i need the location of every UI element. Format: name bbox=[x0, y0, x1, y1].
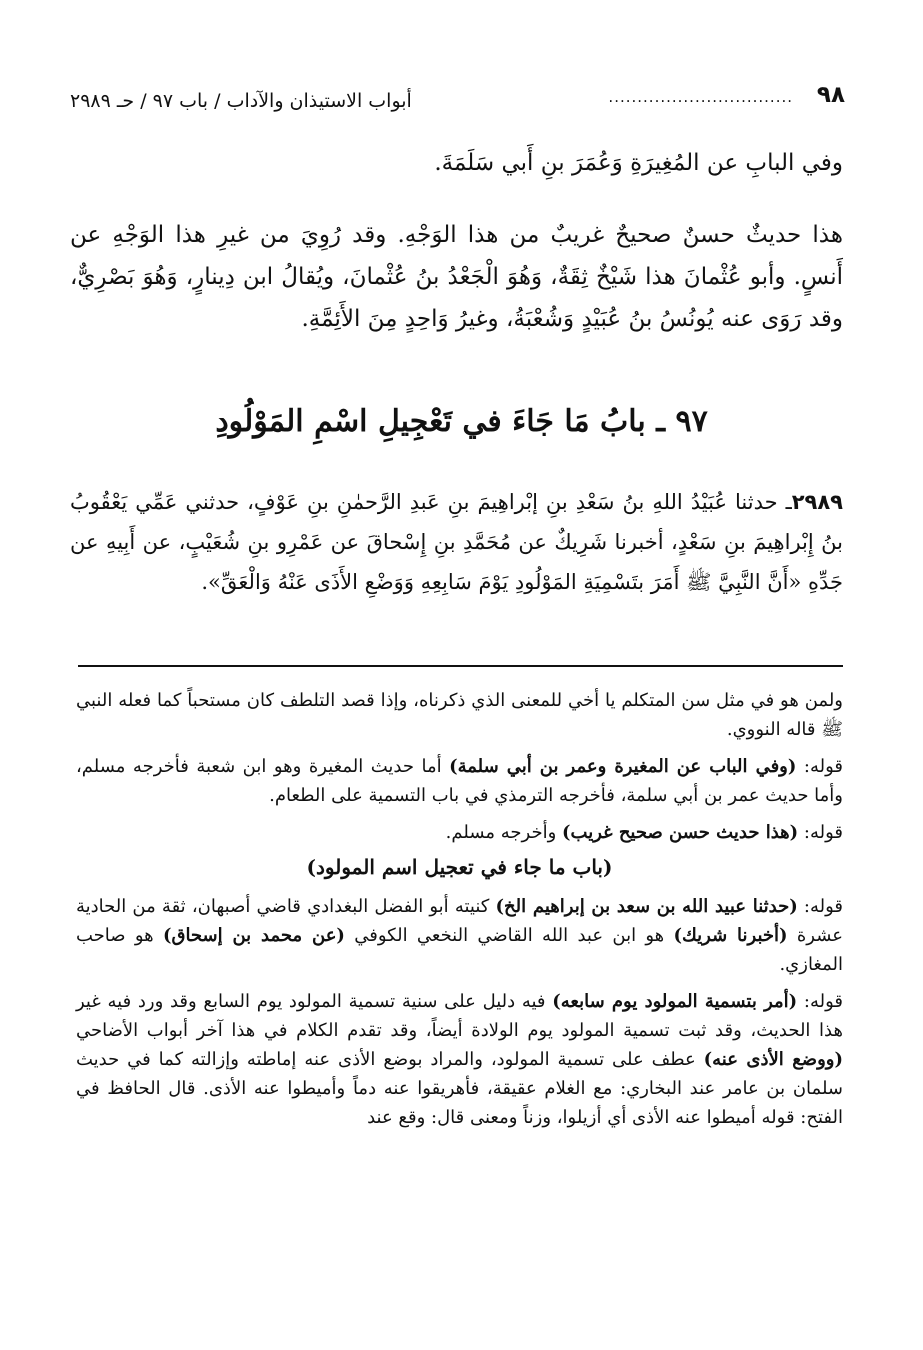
page-number: ٩٨ bbox=[816, 82, 845, 108]
header-dot-leader: ................................ bbox=[608, 88, 793, 106]
quoted-matn: (وفي الباب عن المغيرة وعمر بن أبي سلمة) bbox=[449, 756, 797, 777]
hadith-text bbox=[70, 482, 843, 602]
running-header bbox=[70, 82, 845, 122]
commentary-note: ولمن هو في مثل سن المتكلم يا أخي للمعنى الذي ذكرناه، وإذا قصد التلطف كان مستحباً كما فعله النبي ﷺ قاله النووي. bbox=[76, 690, 843, 740]
quoted-matn: (أمر بتسمية المولود يوم سابعه) bbox=[552, 991, 798, 1012]
running-title: أبواب الاستيذان والآداب / باب ٩٧ / حـ ٢٩٨٩ bbox=[70, 90, 412, 112]
note-prefix: قوله: bbox=[797, 896, 843, 917]
main-paragraph: هذا حديثٌ حسنٌ صحيحٌ غريبٌ من هذا الوَجْهِ. وقد رُوِيَ من غيرِ هذا الوَجْهِ عن أَنسٍ. وأبو عُثْمانَ هذا شَيْخٌ ثِقَةٌ، وَهُوَ الْجَعْدُ بنُ عُثْمانَ، ويُقالُ ابن دِينارٍ، وَهُوَ بَصْرِيٌّ، وقد رَوَى عنه يُونُسُ بنُ عُبَيْدٍ وَشُعْبَةُ، وغيرُ وَاحِدٍ مِنَ الأَئِمَّةِ. bbox=[70, 222, 843, 332]
quoted-matn: (حدثنا عبيد الله بن سعد بن إبراهيم الخ) bbox=[495, 896, 798, 917]
note-prefix: قوله: bbox=[796, 756, 843, 777]
note-prefix: قوله: bbox=[798, 822, 843, 843]
note-text: عطف على تسمية المولود، والمراد بوضع الأذى عنه إماطته وإزالته كما في حديث سلمان بن عامر عند البخاري: مع الغلام عقيقة، فأهريقوا عنه دماً وأميطوا عنه الأذى. قال الحافظ في الفتح: قوله أميطوا عنه الأذى أي أزيلوا، وزناً ومعنى قال: وقع عند bbox=[76, 1049, 843, 1128]
note-text: كنيته أبو الفضل البغدادي قاضي أصبهان، ثقة من الحادية عشرة bbox=[76, 896, 843, 946]
commentary-note bbox=[76, 818, 843, 847]
commentary bbox=[76, 686, 843, 1140]
hadith-number: ٢٩٨٩ bbox=[791, 490, 843, 514]
quoted-matn: (هذا حديث حسن صحيح غريب) bbox=[562, 822, 799, 843]
note-text: هو ابن عبد الله القاضي النخعي الكوفي bbox=[344, 925, 674, 946]
quoted-matn: (ووضع الأذى عنه) bbox=[703, 1049, 843, 1070]
note-text: فيه دليل على سنية تسمية المولود يوم السابع وقد ورد فيه غير هذا الحديث، وقد ثبت تسمية المولود يوم الولادة أيضاً، وقد تقدم الكلام في هذا آخر أبواب الأضاحي bbox=[76, 991, 843, 1041]
quoted-matn: (عن محمد بن إسحاق) bbox=[162, 925, 345, 946]
note-text: هو صاحب المغازي. bbox=[76, 925, 843, 975]
note-text: وأخرجه مسلم. bbox=[445, 822, 562, 843]
chapter-title: ٩٧ ـ بابُ مَا جَاءَ في تَعْجِيلِ اسْمِ المَوْلُودِ bbox=[215, 404, 708, 439]
commentary-note bbox=[76, 987, 843, 1132]
hadith-body: ـ حدثنا عُبَيْدُ اللهِ بنُ سَعْدِ بنِ إبْراهِيمَ بنِ عَبدِ الرَّحمٰنِ بنِ عَوْفٍ، حدثني عَمِّي يَعْقُوبُ بنُ إِبْراهِيمَ بنِ سَعْدٍ، أخبرنا شَرِيكٌ عن مُحَمَّدِ بنِ إِسْحاقَ عن عَمْرِو بنِ شُعَيْبٍ، عن أَبِيهِ عن جَدِّهِ «أَنَّ النَّبِيَّ ﷺ أَمَرَ بتَسْمِيَةِ المَوْلُودِ يَوْمَ سَابِعِهِ وَوَضْعِ الأَذَى عَنْهُ وَالْعَقِّ». bbox=[70, 490, 843, 594]
commentary-note bbox=[76, 752, 843, 810]
quoted-matn: (أخبرنا شريك) bbox=[673, 925, 788, 946]
commentary-section-title: (باب ما جاء في تعجيل اسم المولود) bbox=[306, 855, 613, 879]
note-text: أما حديث المغيرة وهو ابن شعبة فأخرجه مسلم، وأما حديث عمر بن أبي سلمة، فأخرجه الترمذي في باب التسمية على الطعام. bbox=[76, 756, 843, 806]
footnote-separator bbox=[78, 665, 843, 667]
note-prefix: قوله: bbox=[797, 991, 843, 1012]
commentary-note bbox=[76, 892, 843, 979]
main-text-line: وفي البابِ عن المُغِيرَةِ وَعُمَرَ بنِ أَبي سَلَمَةَ. bbox=[434, 150, 843, 176]
